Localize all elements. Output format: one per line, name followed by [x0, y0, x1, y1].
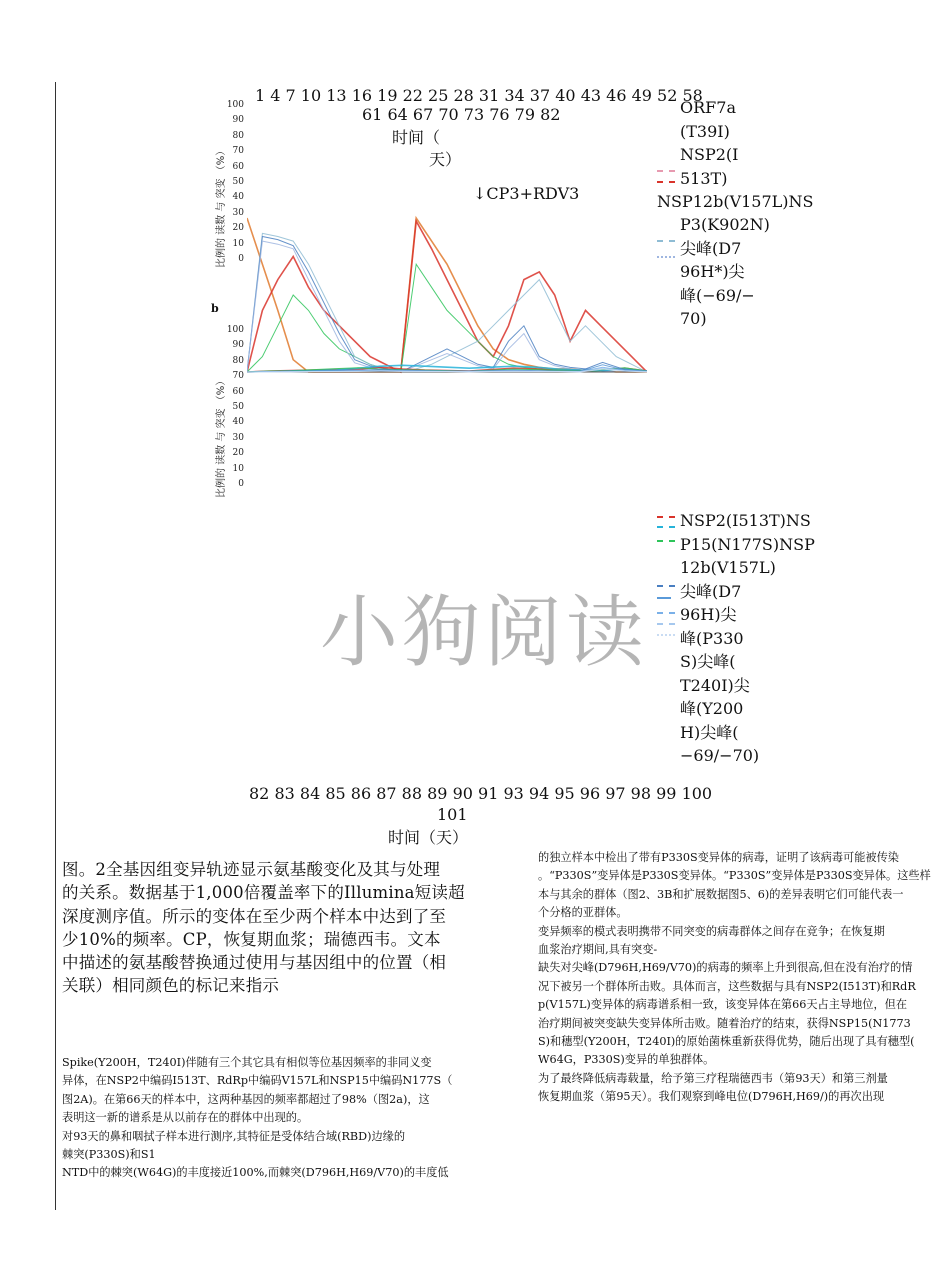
body-line: 的独立样本中检出了带有P330S变异体的病毒，证明了该病毒可能被传染 [538, 851, 899, 864]
legend-swatch [657, 170, 675, 172]
chart-a-annotation: ↓CP3+RDV3 [473, 184, 580, 203]
chart-b-ylabel: 比例的 读数 与 突变 （%） [216, 375, 227, 498]
chart-a-ylabel: 比例的 读数 与 突变 （%） [216, 145, 227, 268]
body-line: 表明这一新的谱系是从以前存在的群体中出现的。 [62, 1111, 309, 1125]
legend-b-line: −69/−70) [680, 746, 760, 765]
chart-a-ytick: 100 [226, 100, 244, 110]
body-line: 缺失对尖峰(D796H,H69/V70)的病毒的频率上升到很高,但在没有治疗的情 [538, 961, 913, 975]
body-line: 治疗期间被突变缺失变异体所击败。随着治疗的结束，获得NSP15(N1773 [538, 1016, 911, 1030]
chart-a-xlabel-line2: 天） [429, 150, 462, 169]
legend-a-line: P3(K902N) [680, 215, 770, 234]
legend-swatch [657, 516, 675, 518]
body-text-right [538, 849, 948, 1107]
caption-line: 中描述的氨基酸替换通过使用与基因组中的位置（相 [62, 953, 447, 973]
legend-b-line: 12b(V157L) [680, 558, 776, 577]
legend-b-line: NSP2(I513T)NS [680, 511, 811, 530]
chart-b-ytick: 80 [232, 355, 244, 366]
body-line: 况下被另一个群体所击败。具体而言，这些数据与具有NSP2(I513T)和RdR [538, 979, 916, 993]
chart-b-bottom-axis-line2: 101 [437, 805, 468, 824]
chart-b-bottom-axis-line1: 82 83 84 85 86 87 88 89 90 91 93 94 95 96 97 98 99 100 [249, 784, 713, 803]
legend-swatch [657, 240, 675, 242]
chart-a-ytick: 50 [232, 177, 244, 187]
chart-a-ytick: 40 [232, 192, 244, 203]
legend-swatch [657, 540, 675, 542]
watermark: 小狗阅读 [320, 588, 649, 678]
legend-b-line: T240I)尖 [680, 675, 750, 695]
chart-b-xlabel: 时间（天） [388, 828, 469, 847]
legend-a-line: NSP2(I [680, 145, 739, 164]
body-line: 棘突(P330S)和S1 [62, 1148, 156, 1162]
chart-a-top-axis-line2: 61 64 67 70 73 76 79 82 [362, 105, 561, 124]
legend-swatch [657, 585, 675, 587]
body-line: W64G，P330S)变异的单独群体。 [538, 1053, 715, 1067]
chart-b-ytick: 10 [232, 463, 244, 474]
chart-a-ytick: 90 [232, 115, 244, 126]
chart-b-ytick: 30 [232, 432, 244, 443]
legend-b-line: 峰(Y200 [680, 699, 744, 718]
body-line: 变异频率的模式表明携带不同突变的病毒群体之间存在竞争；在恢复期 [538, 924, 885, 938]
chart-a-ytick: 70 [232, 146, 244, 157]
chart-a-legend-cont [680, 213, 770, 331]
chart-a-ytick: 20 [232, 223, 244, 234]
figure-caption [62, 858, 472, 998]
chart-b-plot [247, 320, 647, 376]
chart-b-ytick: 90 [232, 340, 244, 351]
caption-line: 图。2全基因组变异轨迹显示氨基酸变化及其与处理 [62, 860, 441, 879]
chart-a-top-axis-line1: 1 4 7 10 13 16 19 22 25 28 31 34 37 40 43 46 49 52 58 [255, 86, 703, 105]
legend-swatch [657, 256, 675, 258]
legend-b-line: 峰(P330 [680, 628, 744, 648]
chart-a-ytick: 80 [232, 130, 244, 141]
caption-line: 关联）相同颜色的标记来指示 [62, 976, 280, 996]
panel-label-b: b [211, 302, 219, 315]
chart-a-ytick: 60 [232, 161, 244, 172]
body-line: NTD中的棘突(W64G)的丰度接近100%,而棘突(D796H,H69/V70)的丰度低 [62, 1166, 449, 1180]
legend-a-line: 70) [680, 309, 707, 328]
legend-a-line: (T39I) [680, 121, 730, 141]
body-line: 本与其余的群体（图2、3B和扩展数据图5、6)的差异表明它们可能代表一 [538, 887, 904, 901]
legend-b-line: 96H)尖 [680, 605, 737, 624]
chart-a-legend-wide [657, 190, 814, 214]
body-text-left [62, 1054, 482, 1183]
legend-swatch [657, 526, 675, 528]
body-line: p(V157L)变异体的病毒谱系相一致，该变异体在第66天占主导地位，但在 [538, 998, 908, 1012]
legend-a-line: 峰(−69/− [680, 285, 755, 305]
chart-a-legend [680, 96, 738, 190]
margin-rule [55, 82, 56, 1210]
body-line: S)和穗型(Y200H，T240I)的原始菌株重新获得优势，随后出现了具有穗型( [538, 1035, 915, 1049]
body-line: 异体，在NSP2中编码I513T、RdRp中编码V157L和NSP15中编码N177S（ [62, 1074, 453, 1088]
legend-b-line: 尖峰(D7 [680, 581, 742, 601]
chart-b-ytick: 60 [232, 386, 244, 397]
body-line: 图2A)。在第66天的样本中，这两种基因的频率都超过了98%（图2a)，这 [62, 1092, 430, 1106]
legend-b-line: S)尖峰( [680, 652, 736, 671]
legend-a-line: 尖峰(D7 [680, 238, 742, 258]
chart-a-ytick: 10 [232, 238, 244, 249]
chart-a-xlabel-line1: 时间（ [392, 128, 441, 147]
body-line: 个分格的亚群体。 [538, 906, 628, 920]
chart-b-ytick: 0 [238, 479, 244, 489]
chart-b-ytick: 100 [226, 325, 244, 335]
legend-swatch [657, 634, 675, 636]
body-line: 。“P330S”变异体是P330S变异体。“P330S”变异体是P330S变异体。这些样 [538, 869, 931, 883]
chart-b-ytick: 70 [232, 371, 244, 382]
legend-a-line: ORF7a [680, 98, 736, 117]
chart-b-ytick: 40 [232, 417, 244, 428]
body-line: Spike(Y200H，T240I)伴随有三个其它具有相似等位基因频率的非同义变 [62, 1056, 432, 1069]
legend-swatch [657, 623, 675, 625]
body-line: 恢复期血浆（第95天）。我们观察到峰电位(D796H,H69/)的再次出现 [538, 1090, 885, 1104]
caption-line: 少10%的频率。CP，恢复期血浆；瑞德西韦。文本 [62, 929, 441, 949]
body-line: 血浆治疗期间,具有突变- [538, 943, 658, 957]
chart-b-ytick: 50 [232, 402, 244, 412]
legend-swatch [657, 181, 675, 183]
legend-a-line: 513T) [680, 168, 728, 188]
chart-b-ytick: 20 [232, 448, 244, 459]
legend-b-line: P15(N177S)NSP [680, 534, 815, 554]
legend-swatch [657, 612, 675, 614]
legend-a-line: NSP12b(V157L)NS [657, 192, 814, 211]
body-line: 为了最终降低病毒载量，给予第三疗程瑞德西韦（第93天）和第三剂量 [538, 1071, 888, 1085]
chart-b-legend [680, 509, 815, 768]
caption-line: 的关系。数据基于1,000倍覆盖率下的Illumina短读超 [62, 883, 465, 903]
legend-swatch [657, 597, 671, 599]
legend-b-line: H)尖峰( [680, 722, 739, 742]
legend-a-line: 96H*)尖 [680, 262, 745, 281]
caption-line: 深度测序值。所示的变体在至少两个样本中达到了至 [62, 906, 447, 926]
body-line: 对93天的鼻和咽拭子样本进行测序,其特征是受体结合域(RBD)边缘的 [62, 1129, 406, 1143]
chart-a-ytick: 0 [238, 254, 244, 264]
chart-a-ytick: 30 [232, 207, 244, 218]
